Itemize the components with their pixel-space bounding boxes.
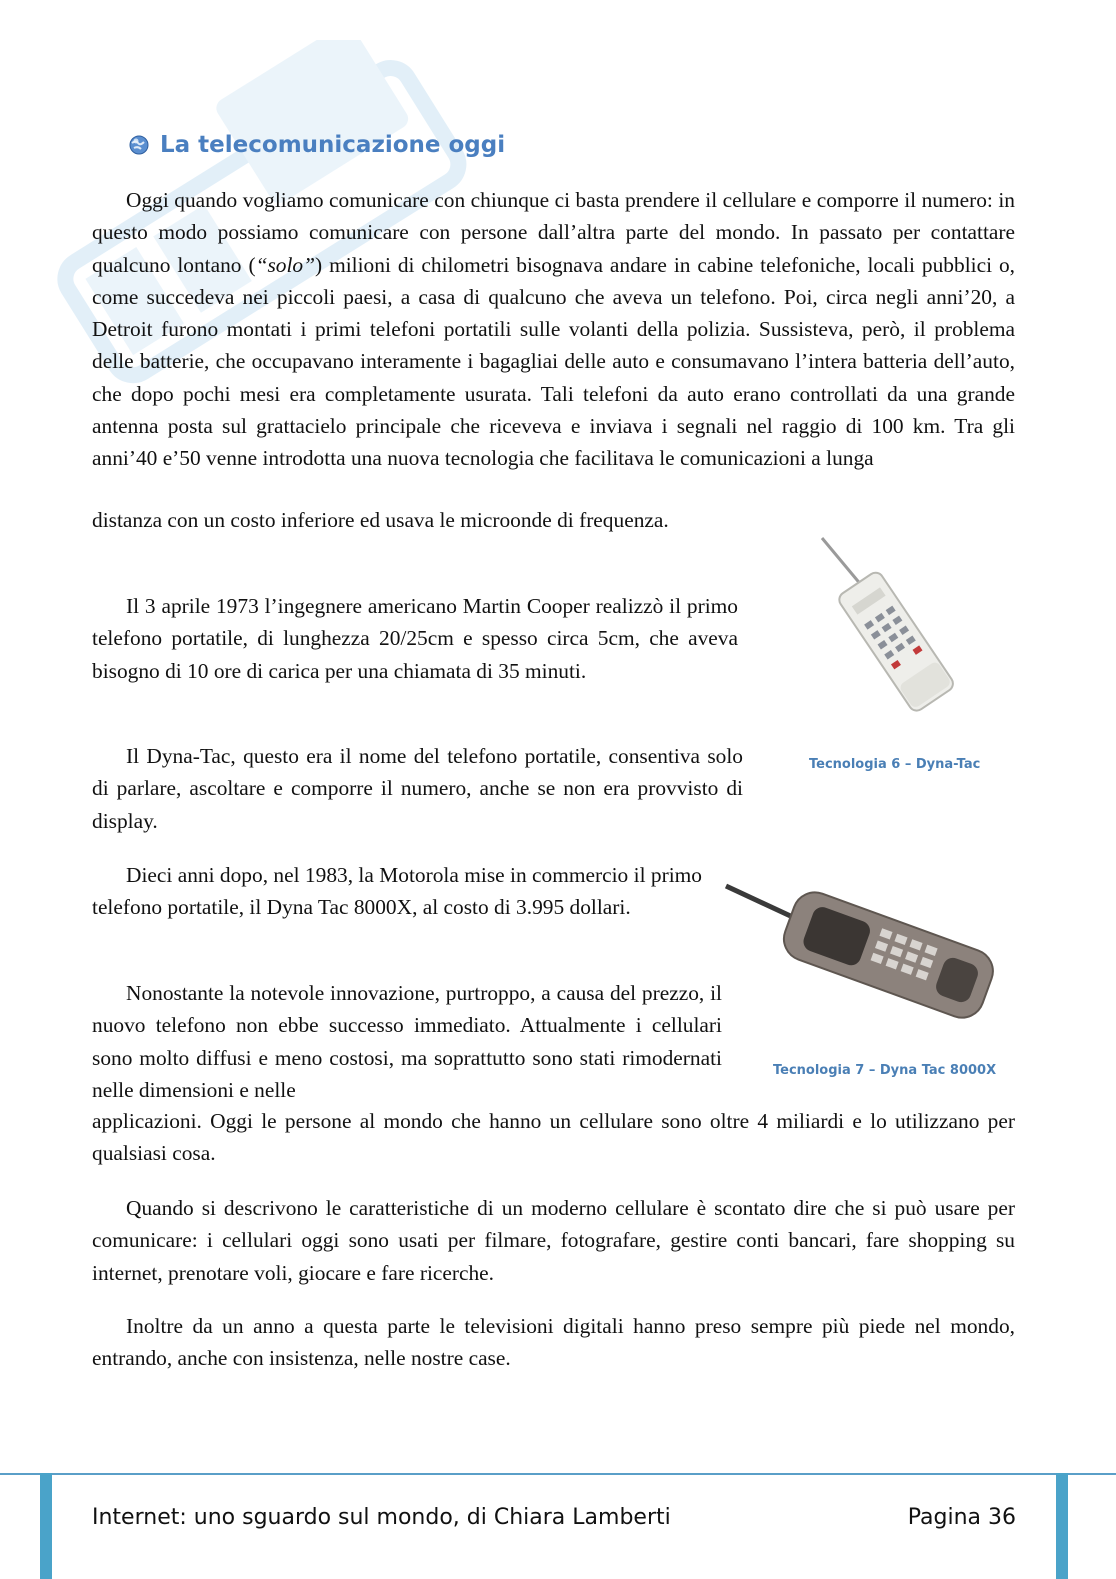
paragraph-4: Dieci anni dopo, nel 1983, la Motorola mise in commercio il primo telefono portatile, il Dyna Tac 8000X, al costo di 3.995 dollari. <box>92 863 702 920</box>
paragraph-5: Nonostante la notevole innovazione, purtroppo, a causa del prezzo, il nuovo telefono non ebbe successo immediato. Attualmente i cellulari sono molto diffusi e meno costosi, ma soprattutto sono stati rimodernati nelle dimensioni e nelle <box>92 981 722 1102</box>
paragraph-2: Il 3 aprile 1973 l’ingegnere americano Martin Cooper realizzò il primo telefono portatile, di lunghezza 20/25cm e spesso circa 5cm, che aveva bisogno di 10 ore di carica per una chiamata di 35 minuti. <box>92 594 738 683</box>
footer-bar-right <box>1056 1473 1068 1579</box>
footer-bar-left <box>40 1473 52 1579</box>
dyna-tac-photo <box>800 530 975 720</box>
paragraph-3: Il Dyna-Tac, questo era il nome del telefono portatile, consentiva solo di parlare, ascoltare e comporre il numero, anche se non era provvisto di display. <box>92 744 743 833</box>
footer-divider <box>0 1473 1116 1475</box>
figure-7-caption: Tecnologia 7 – Dyna Tac 8000X <box>773 1063 997 1078</box>
page-title: La telecomunicazione oggi <box>160 132 506 158</box>
figure-6-caption: Tecnologia 6 – Dyna-Tac <box>809 757 981 772</box>
paragraph-6: Quando si descrivono le caratteristiche di un moderno cellulare è scontato dire che si può usare per comunicare: i cellulari oggi sono usati per filmare, fotografare, gestire conti bancari, fare shopping su internet, prenotare voli, giocare e fare ricerche. <box>92 1196 1015 1285</box>
globe-icon <box>128 134 150 156</box>
dyna-tac-8000x-photo <box>722 878 1002 1038</box>
page-number: Pagina 36 <box>907 1505 1016 1530</box>
footer-title: Internet: uno sguardo sul mondo, di Chiara Lamberti <box>92 1505 671 1530</box>
paragraph-7: Inoltre da un anno a questa parte le televisioni digitali hanno preso sempre più piede nel mondo, entrando, anche con insistenza, nelle nostre case. <box>92 1314 1015 1371</box>
section-heading <box>128 132 505 158</box>
paragraph-1: Oggi quando vogliamo comunicare con chiunque ci basta prendere il cellulare e comporre il numero: in questo modo possiamo comunicare con persone dall’altra parte del mondo. In passato per contattare qualcuno lontano (“solo”) milioni di chilometri bisognava andare in cabine telefoniche, locali pubblici o, come succedeva nei piccoli paesi, a casa di qualcuno che aveva un telefono. Poi, circa negli anni’20, a Detroit furono montati i primi telefoni portatili sulle volanti della polizia. Sussisteva, però, il problema delle batterie, che occupavano interamente i bagagliai delle auto e consumavano l’intera batteria dell’auto, che dopo pochi mesi era completamente usurata. Tali telefoni da auto erano controllati da una grande antenna posta sul grattacielo principale che riceveva e inviava i segnali nel raggio di 100 km. Tra gli anni’40 e’50 venne introdotta una nuova tecnologia che facilitava le comunicazioni a lunga <box>92 188 1016 471</box>
paragraph-1-cont: distanza con un costo inferiore ed usava le microonde di frequenza. <box>92 508 669 532</box>
paragraph-5-cont: applicazioni. Oggi le persone al mondo che hanno un cellulare sono oltre 4 miliardi e lo utilizzano per qualsiasi cosa. <box>92 1109 1015 1166</box>
